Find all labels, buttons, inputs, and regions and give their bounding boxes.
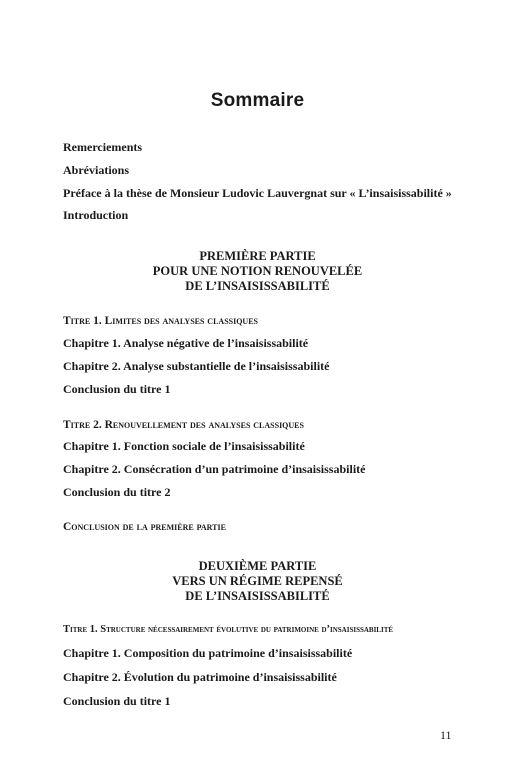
- toc-part1-titre1[interactable]: Titre 1. Limites des analyses classiques: [63, 315, 258, 327]
- toc-part1-titre2-chapitre1[interactable]: Chapitre 1. Fonction sociale de l’insaisissabilité: [63, 439, 305, 453]
- toc-remerciements[interactable]: Remerciements: [63, 140, 143, 154]
- toc-part1-titre1-conclusion[interactable]: Conclusion du titre 1: [63, 382, 171, 396]
- page-title: Sommaire: [210, 90, 305, 111]
- toc-part1-titre2-chapitre2[interactable]: Chapitre 2. Consécration d’un patrimoine d’insaisissabilité: [63, 462, 366, 476]
- part2-heading-line3: DE L’INSAISISSABILITÉ: [185, 589, 330, 603]
- toc-part1-titre1-chapitre2[interactable]: Chapitre 2. Analyse substantielle de l’insaisissabilité: [63, 359, 330, 373]
- toc-preface[interactable]: Préface à la thèse de Monsieur Ludovic Lauvergnat sur « L’insaisissabilité »: [63, 186, 452, 200]
- toc-part1-titre1-chapitre1[interactable]: Chapitre 1. Analyse négative de l’insaisissabilité: [63, 336, 309, 350]
- part1-heading-line3: DE L’INSAISISSABILITÉ: [185, 279, 330, 293]
- part1-heading-line2: POUR UNE NOTION RENOUVELÉE: [152, 264, 363, 278]
- toc-part2-titre1[interactable]: Titre 1. Structure nécessairement évolutive du patrimoine d’insaisissabilité: [63, 624, 394, 635]
- part2-heading-line2: VERS UN RÉGIME REPENSÉ: [172, 574, 343, 588]
- toc-part2-titre1-chapitre1[interactable]: Chapitre 1. Composition du patrimoine d’insaisissabilité: [63, 646, 353, 660]
- toc-part2-titre1-conclusion[interactable]: Conclusion du titre 1: [63, 694, 171, 708]
- toc-introduction[interactable]: Introduction: [63, 208, 129, 222]
- part2-heading-line1: DEUXIÈME PARTIE: [198, 559, 317, 573]
- page-number: 11: [440, 728, 452, 742]
- toc-part1-conclusion[interactable]: Conclusion de la première partie: [63, 521, 226, 533]
- toc-abreviations[interactable]: Abréviations: [63, 163, 129, 177]
- toc-part1-titre2-conclusion[interactable]: Conclusion du titre 2: [63, 485, 171, 499]
- toc-part2-titre1-chapitre2[interactable]: Chapitre 2. Évolution du patrimoine d’insaisissabilité: [63, 670, 337, 684]
- part1-heading-line1: PREMIÈRE PARTIE: [199, 249, 316, 263]
- toc-part1-titre2[interactable]: Titre 2. Renouvellement des analyses classiques: [63, 419, 304, 431]
